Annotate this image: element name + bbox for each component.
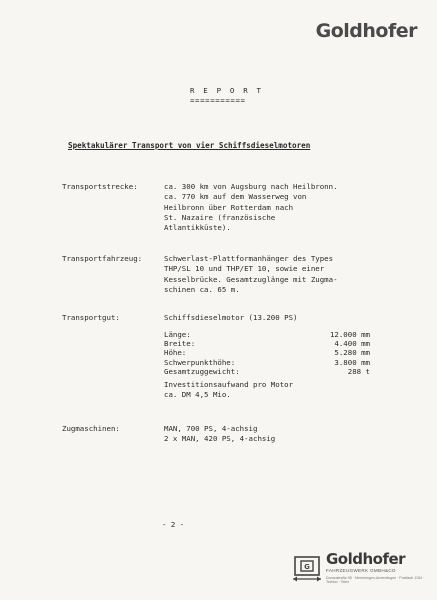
report-title-underline: ===========	[190, 96, 246, 105]
spec-name: Höhe:	[164, 348, 187, 358]
footer-logo	[292, 550, 432, 590]
spec-name: Länge:	[164, 330, 191, 339]
spec-table	[164, 330, 370, 376]
page-number: - 2 -	[162, 520, 185, 529]
spec-value: 12.000 mm	[329, 330, 370, 339]
spec-value: 288 t	[347, 366, 370, 376]
zugmaschinen-text: MAN, 700 PS, 4-achsig 2 x MAN, 420 PS, 4-achsig	[164, 424, 276, 444]
spec-name: Breite:	[164, 339, 196, 349]
report-title: R E P O R T	[190, 86, 264, 95]
spec-row	[164, 348, 370, 357]
spec-name: Gesamtzuggewicht:	[164, 366, 240, 376]
svg-text:G: G	[304, 563, 310, 571]
transportgut-text: Schiffsdieselmotor (13.200 PS)	[164, 313, 298, 322]
transportstrecke-text: ca. 300 km von Augsburg nach Heilbronn. ca. 770 km auf dem Wasserweg von Heilbronn über Rotterdam nach St. Nazaire (französische Atlantikküste).	[164, 182, 338, 233]
spec-name: Schwerpunkthöhe:	[164, 357, 236, 367]
footer-address: Donaustraße 95 · Memmingen-Amendingen · Postfach 1154 · Telefon · Telex	[326, 576, 425, 585]
transportstrecke-label: Transportstrecke:	[62, 182, 138, 191]
spec-row	[164, 339, 370, 348]
goldhofer-emblem-icon	[292, 554, 322, 582]
spec-row	[164, 358, 370, 367]
spec-row	[164, 367, 370, 376]
footer-logo-text: Goldhofer	[326, 550, 406, 568]
report-headline: Spektakulärer Transport von vier Schiffsdieselmotoren	[68, 141, 311, 150]
spec-value: 3.800 mm	[334, 357, 370, 367]
spec-row	[164, 330, 370, 339]
transportgut-label: Transportgut:	[62, 313, 120, 322]
goldhofer-logo: Goldhofer	[315, 20, 417, 42]
spec-value: 4.400 mm	[334, 339, 370, 349]
zugmaschinen-label: Zugmaschinen:	[62, 424, 120, 433]
footer-subline: FAHRZEUGWERK GMBH&CO	[326, 568, 396, 573]
transportfahrzeug-text: Schwerlast-Plattformanhänger des Types THP/SL 10 und THP/ET 10, sowie einer Kesselbrücke. Gesamtzuglänge mit Zugma- schinen ca. 65 m.	[164, 254, 338, 294]
transportfahrzeug-label: Transportfahrzeug:	[62, 254, 143, 263]
spec-value: 5.280 mm	[334, 348, 370, 358]
investment-note: Investitionsaufwand pro Motor ca. DM 4,5 Mio.	[164, 380, 294, 400]
